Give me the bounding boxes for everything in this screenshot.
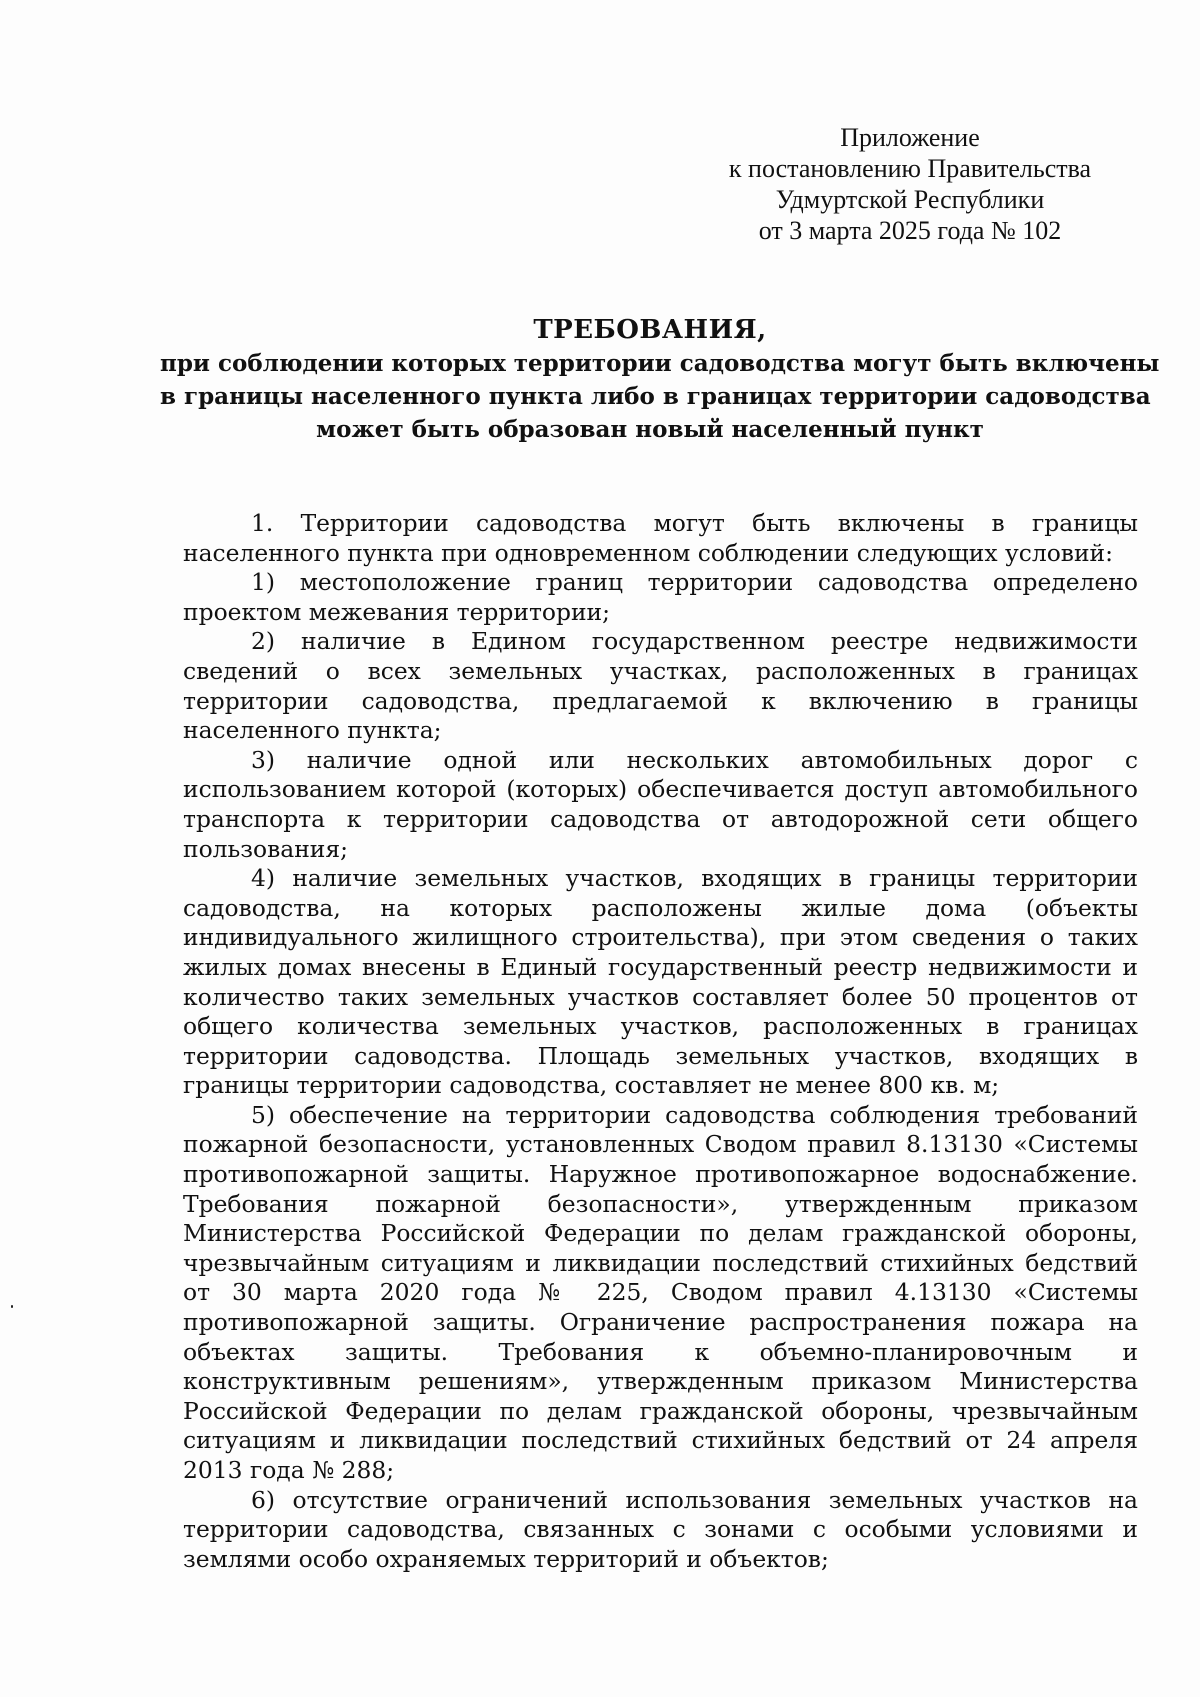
document-title: ТРЕБОВАНИЯ, [533, 315, 767, 345]
appendix-line: Удмуртской Республики [775, 185, 1045, 214]
paragraph-item-3: 3) наличие одной или нескольких автомобильных дорог с использованием которой (которых) обеспечивается доступ автомобильного транспорта к территории садоводства от автодорожной сети общего пользования; [183, 745, 1138, 863]
paragraph-item-2: 2) наличие в Едином государственном реестре недвижимости сведений о всех земельных участках, расположенных в границах территории садоводства, предлагаемой к включению в границы населенного пункта; [183, 627, 1138, 745]
appendix-line: к постановлению Правительства [728, 154, 1092, 183]
document-heading [160, 313, 1160, 446]
appendix-header [700, 122, 1120, 246]
appendix-line: от 3 марта 2025 года № 102 [758, 216, 1062, 245]
scan-speck [11, 1305, 13, 1308]
appendix-line: Приложение [840, 123, 980, 152]
paragraph-item-4: 4) наличие земельных участков, входящих в границы территории садоводства, на которых расположены жилые дома (объекты индивидуального жилищного строительства), при этом сведения о таких жилых домах внесены в Единый государственный реестр недвижимости и количество таких земельных участков составляет более 50 процентов от общего количества земельных участков, расположенных в границах территории садоводства. Площадь земельных участков, входящих в границы территории садоводства, составляет не менее 800 кв. м; [183, 864, 1138, 1100]
paragraph-item-5: 5) обеспечение на территории садоводства соблюдения требований пожарной безопасности, установленных Сводом правил 8.13130 «Системы противопожарной защиты. Наружное противопожарное водоснабжение. Требования пожарной безопасности», утвержденным приказом Министерства Российской Федерации по делам гражданской обороны, чрезвычайным ситуациям и ликвидации последствий стихийных бедствий от 30 марта 2020 года № 225, Сводом правил 4.13130 «Системы противопожарной защиты. Ограничение распространения пожара на объектах защиты. Требования к объемно-планировочным и конструктивным решениям», утвержденным приказом Министерства Российской Федерации по делам гражданской обороны, чрезвычайным ситуациям и ликвидации последствий стихийных бедствий от 24 апреля 2013 года № 288; [183, 1100, 1138, 1484]
subtitle-line: в границы населенного пункта либо в границах территории садоводства [160, 383, 1151, 410]
paragraph-item-1: 1) местоположение границ территории садоводства определено проектом межевания территории; [183, 568, 1138, 626]
document-body [183, 509, 1138, 1574]
subtitle-line: может быть образован новый населенный пункт [316, 416, 984, 443]
paragraph-item-6: 6) отсутствие ограничений использования земельных участков на территории садоводства, связанных с зонами с особыми условиями и землями особо охраняемых территорий и объектов; [183, 1485, 1138, 1573]
document-subtitle [160, 347, 1160, 446]
paragraph-1: 1. Территории садоводства могут быть включены в границы населенного пункта при одновременном соблюдении следующих условий: [183, 509, 1138, 567]
subtitle-line: при соблюдении которых территории садоводства могут быть включены [160, 350, 1160, 377]
